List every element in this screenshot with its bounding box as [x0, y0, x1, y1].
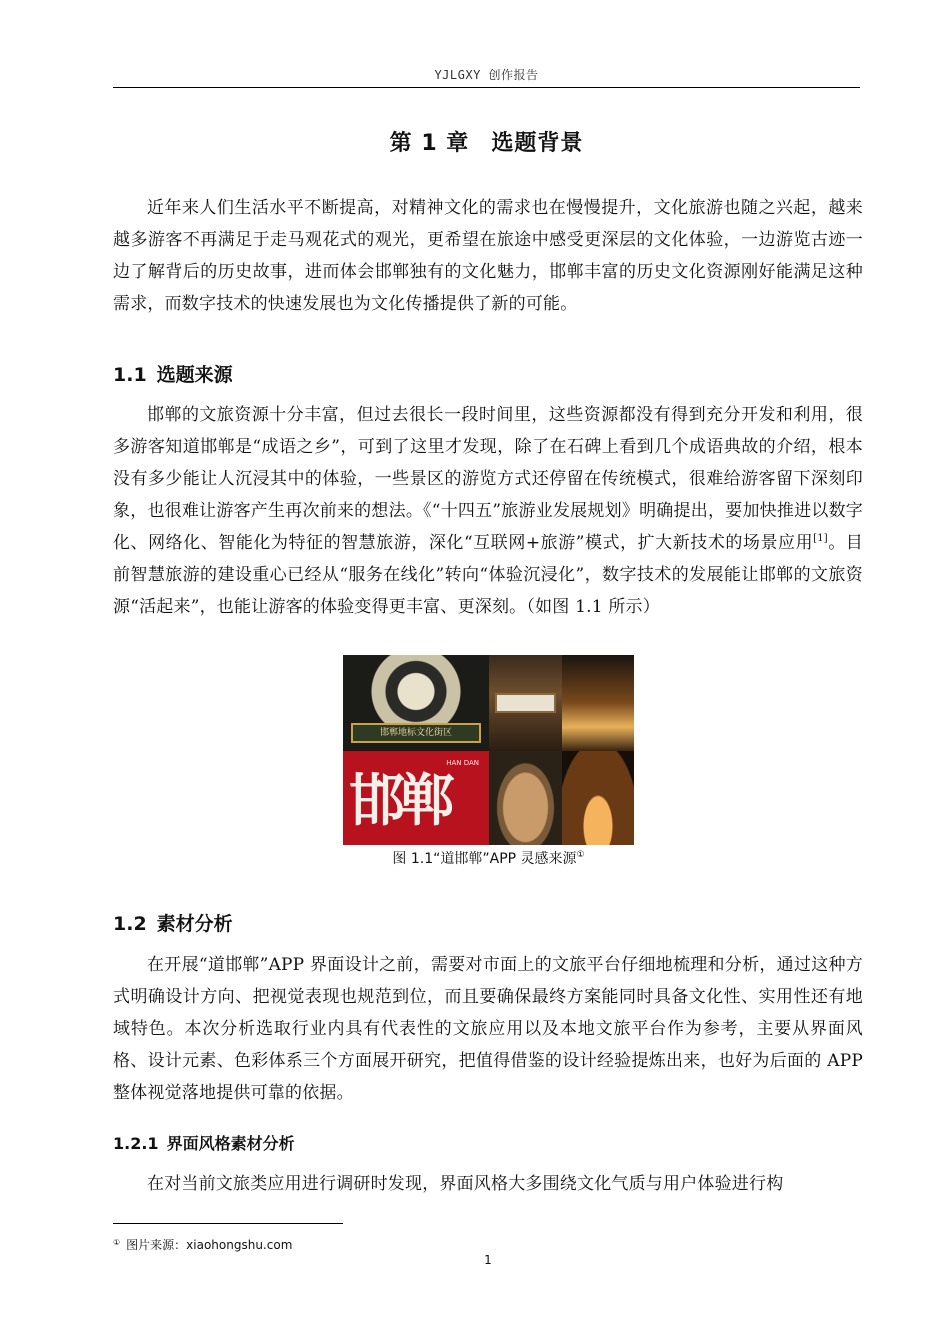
section-number: 1.1	[113, 364, 147, 386]
section-title: 素材分析	[156, 913, 233, 935]
section-1-2-paragraph: 在开展“道邯郸”APP 界面设计之前，需要对市面上的文旅平台仔细地梳理和分析，通过这种方式明确设计方向、把视觉表现也规范到位，而且要确保最终方案能同时具备文化性、实用性还有地域特色。本次分析选取行业内具有代表性的文旅应用以及本地文旅平台作为参考，主要从界面风格、设计元素、色彩体系三个方面展开研究，把值得借鉴的设计经验提炼出来，也好为后面的 APP 整体视觉落地提供可靠的依据。	[113, 955, 863, 1103]
caption-text: 图 1.1“道邯郸”APP 灵感来源	[392, 851, 577, 867]
gate-plaque	[495, 693, 556, 713]
section-number: 1.2	[113, 913, 147, 935]
poster-title: 邯郸	[349, 768, 449, 834]
page-header: YJLGXY 创作报告	[434, 68, 539, 82]
figure-collage	[343, 655, 634, 845]
subsection-title: 界面风格素材分析	[166, 1134, 295, 1153]
subsection-number: 1.2.1	[113, 1134, 159, 1153]
footnote-text: 图片来源：xiaohongshu.com	[126, 1238, 293, 1252]
figure-caption	[343, 848, 634, 868]
chapter-number: 第 1 章	[389, 131, 470, 156]
collage-poster-handan	[343, 751, 489, 845]
footnote-divider	[113, 1223, 343, 1224]
banner-sign: 邯郸地标文化街区	[351, 723, 481, 743]
poster-tag: HAN DAN	[446, 759, 479, 767]
section-heading-1-1	[113, 360, 233, 387]
header-divider	[113, 87, 860, 88]
footnote-mark: ①	[113, 1238, 121, 1247]
section-title: 选题来源	[156, 364, 233, 386]
subsection-heading-1-2-1	[113, 1131, 295, 1154]
subsection-paragraph: 在对当前文旅类应用进行调研时发现，界面风格大多围绕文化气质与用户体验进行构	[147, 1174, 784, 1194]
collage-photo-night-street	[562, 655, 634, 751]
collage-photo-stone-tablet	[489, 751, 562, 845]
collage-photo-lantern-arch	[562, 751, 634, 845]
section-heading-1-2	[113, 909, 233, 936]
paragraph-text-continued: 。目前智慧旅游的建设重心已经从“服务在线化”转向“体验沉浸化”，数字技术的发展能让邯郸的文旅资源“活起来”，也能让游客的体验变得更丰富、更深刻。（如图 1.1 所示）	[113, 533, 864, 617]
section-1-1-paragraph	[113, 399, 863, 623]
paragraph-text: 邯郸的文旅资源十分丰富，但过去很长一段时间里，这些资源都没有得到充分开发和利用，很多游客知道邯郸是“成语之乡”，可到了这里才发现，除了在石碑上看到几个成语典故的介绍，根本没有多少能让人沉浸其中的体验，一些景区的游览方式还停留在传统模式，很难给游客留下深刻印象，也很难让游客产生再次前来的想法。《“十四五”旅游业发展规划》明确提出，要加快推进以数字化、网络化、智能化为特征的智慧旅游，深化“互联网+旅游”模式，扩大新技术的场景应用	[113, 405, 863, 553]
chapter-title	[113, 126, 860, 157]
page-number: 1	[484, 1253, 492, 1267]
intro-paragraph: 近年来人们生活水平不断提高，对精神文化的需求也在慢慢提升，文化旅游也随之兴起，越来越多游客不再满足于走马观花式的观光，更希望在旅途中感受更深层的文化体验，一边游览古迹一边了解背后的历史故事，进而体会邯郸独有的文化魅力，邯郸丰富的历史文化资源刚好能满足这种需求，而数字技术的快速发展也为文化传播提供了新的可能。	[113, 198, 863, 314]
footnote-marker[interactable]: ①	[576, 850, 585, 860]
footnote	[113, 1236, 292, 1253]
chapter-name: 选题背景	[491, 131, 584, 156]
collage-photo-monument	[343, 655, 489, 751]
collage-photo-gate	[489, 655, 562, 751]
citation-marker[interactable]: [1]	[813, 533, 828, 544]
